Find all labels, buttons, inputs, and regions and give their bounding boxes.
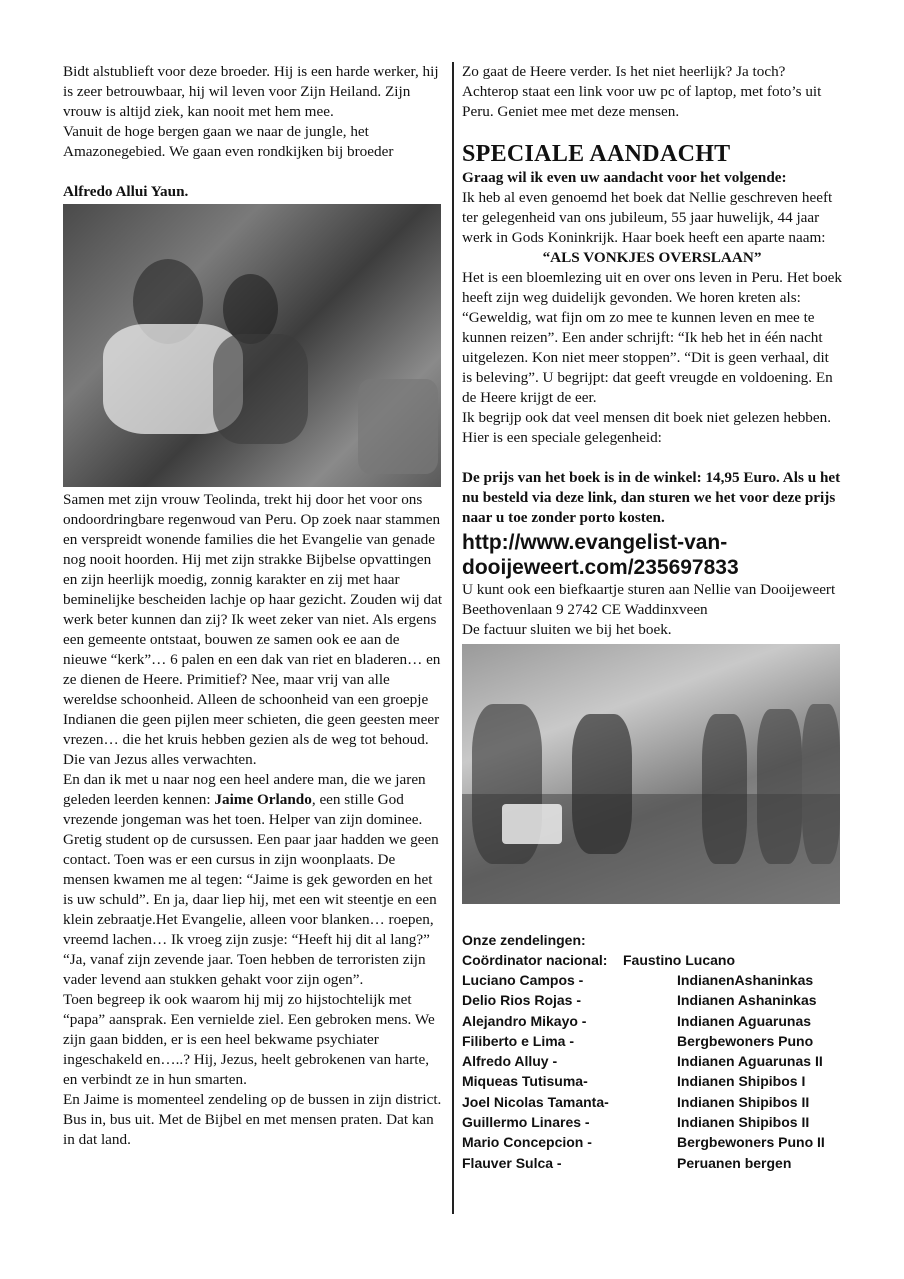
left-column [63, 62, 444, 1150]
book-link[interactable]: http://www.evangelist-van-dooijeweert.com/235697833 [462, 531, 739, 579]
team-row [462, 1153, 842, 1173]
right-para-4: Ik begrijp ook dat veel mensen dit boek niet gelezen hebben. Hier is een speciale gelegenheid: [462, 409, 832, 446]
missionary-group: Indianen Aguarunas [677, 1012, 812, 1029]
team-row [462, 1031, 842, 1051]
team-row [462, 1112, 842, 1132]
coordinator-name: Faustino Lucano [623, 952, 735, 968]
missionary-group: Bergbewoners Puno II [677, 1134, 825, 1151]
missionary-group: Indianen Aguarunas II [677, 1053, 823, 1070]
missionary-group: Indianen Shipibos II [677, 1093, 810, 1110]
left-para-4 [63, 770, 444, 990]
missionary-group: Indianen Shipibos II [677, 1114, 810, 1131]
section-subheading: Graag wil ik even uw aandacht voor het volgende: [462, 169, 787, 186]
missionary-name-heading: Alfredo Allui Yaun. [63, 183, 189, 200]
coordinator-label: Coördinator nacional: [462, 952, 608, 968]
left-para-1: Bidt alstublieft voor deze broeder. Hij is een harde werker, hij is zeer betrouwbaar, hij wil leven voor Zijn Heiland. Zijn vrouw is altijd ziek, kan nooit met hem mee. [63, 63, 439, 120]
book-title: “ALS VONKJES OVERSLAAN” [542, 249, 762, 266]
right-para-2: Ik heb al even genoemd het boek dat Nellie geschreven heeft ter gelegenheid van ons jubileum, 55 jaar huwelijk, 44 jaar werk in Gods Koninkrijk. Haar boek heeft een aparte naam: [462, 189, 833, 246]
missionary-name: Guillermo Linares - [462, 1114, 590, 1131]
right-para-6: De factuur sluiten we bij het boek. [462, 621, 672, 638]
missionary-group: Indianen Ashaninkas [677, 992, 817, 1009]
team-row [462, 1092, 842, 1112]
left-para-5: Toen begreep ik ook waarom hij mij zo hijstochtelijk met “papa” aansprak. Een vernielde ziel. Een gebroken mens. We zijn gaan bidden, er is een heel bekwame psychiater ingeschakeld en…..? Hij, Jezus, heelt gebrokenen van harte, en verbindt ze in hun smarten. [63, 991, 435, 1088]
left-para-2: Vanuit de hoge bergen gaan we naar de jungle, het Amazonegebied. We gaan even rondkijken bij broeder [63, 123, 394, 160]
team-row [462, 1011, 842, 1031]
missionary-name: Alfredo Alluy - [462, 1053, 558, 1070]
team-row [462, 1051, 842, 1071]
team-rows [462, 970, 842, 1173]
jaime-name: Jaime Orlando [214, 791, 312, 808]
left-para-3: Samen met zijn vrouw Teolinda, trekt hij door het voor ons ondoordringbare regenwoud van Peru. Op zoek naar stammen en verspreidt wonende families die het Evangelie van genade nog nooit hoorden. Hij met zijn strakke Bijbelse opvattingen en zijn heerlijk moedig, zonnig karakter en zij met haar beminelijke bescheiden lachje op haar gezicht. Zouden wij dat werk beter kunnen dan zij? Ik weet zeker van niet. Als ergens een gemeente ontstaat, bouwen ze samen ook ee aan de nieuwe “kerk”… 6 palen en een dak van riet en bladeren… en ze dienen de Heere. Primitief? Nee, maar vrij van alle wereldse schoonheid. Alleen de schoonheid van een groepje Indianen die geen pijlen meer schieten, die geen geesten meer vrezen… die het kruis hebben gezien als de weg tot behoud. Die van Jezus alles verwachten. [63, 491, 443, 768]
book-presentation-photo [462, 644, 840, 904]
price-text: De prijs van het boek is in de winkel: 14,95 Euro. Als u het nu besteld via deze link, dan sturen we het voor deze prijs naar u toe zonder porto kosten. [462, 469, 841, 526]
coordinator-row [462, 950, 842, 970]
missionary-name: Filiberto e Lima - [462, 1032, 575, 1049]
right-para-1: Zo gaat de Heere verder. Is het niet heerlijk? Ja toch? Achterop staat een link voor uw pc of laptop, met foto’s uit Peru. Geniet mee met deze mensen. [462, 63, 822, 120]
missionary-name: Alejandro Mikayo - [462, 1012, 587, 1029]
missionary-group: Indianen Shipibos I [677, 1073, 806, 1090]
left-para-4-end: , een stille God vrezende jongeman was het toen. Helper van zijn dominee. Gretig student op de cursussen. Een paar jaar hadden we geen contact. Toen was er een cursus in zijn woonplaats. De mensen kwamen me al tegen: “Jaime is gek geworden en het is uw schuld”. En ja, daar liep hij, met een wit steentje en een klein zebraatje.Het Evangelie, alleen voor blanken… roepen, vreemd lachen… Ik vroeg zijn zusje: “Heeft hij dit al lang?” “Ja, vanaf zijn zevende jaar. Toen hebben de terroristen zijn vader levend aan stukken gehakt voor zijn ogen”. [63, 791, 439, 988]
missionary-name: Luciano Campos - [462, 972, 584, 988]
missionary-group: IndianenAshaninkas [677, 972, 814, 988]
missionary-group: Peruanen bergen [677, 1154, 792, 1171]
team-row [462, 1071, 842, 1091]
section-heading: SPECIALE AANDACHT [462, 141, 731, 167]
missionary-group: Bergbewoners Puno [677, 1032, 814, 1049]
right-para-5: U kunt ook een biefkaartje sturen aan Nellie van Dooijeweert Beethovenlaan 9 2742 CE Waddinxveen [462, 581, 836, 618]
missionary-name: Mario Concepcion - [462, 1134, 592, 1151]
team-row [462, 1132, 842, 1152]
missionary-name: Delio Rios Rojas - [462, 992, 582, 1009]
missionary-name: Joel Nicolas Tamanta- [462, 1093, 609, 1110]
column-divider [452, 62, 454, 1214]
missionary-name: Miqueas Tutisuma- [462, 1073, 588, 1090]
left-para-6: En Jaime is momenteel zendeling op de bussen in zijn district. Bus in, bus uit. Met de Bijbel en met mensen praten. Dat kan in dat land. [63, 1091, 442, 1148]
team-row [462, 970, 842, 990]
missionary-name: Flauver Sulca - [462, 1154, 562, 1171]
left-para-4-start: En dan ik met u naar nog een heel andere man, die we jaren geleden leerden kennen: [63, 771, 426, 808]
missionaries-list [462, 930, 842, 1173]
right-para-3: Het is een bloemlezing uit en over ons leven in Peru. Het boek heeft zijn weg duidelijk gevonden. We horen kreten als: “Geweldig, wat fijn om zo mee te kunnen leven en mee te kunnen reizen”. Een ander schrijft: “Ik heb het in één nacht uitgelezen. Kon niet meer stoppen”. “Dit is geen verhaal, dit is beleving”. U begrijpt: dat geeft vreugde en voldoening. En de Heere krijgt de eer. [462, 269, 843, 406]
couple-photo [63, 204, 441, 487]
missionaries-title: Onze zendelingen: [462, 932, 586, 948]
team-row [462, 990, 842, 1010]
right-column [462, 62, 842, 1173]
